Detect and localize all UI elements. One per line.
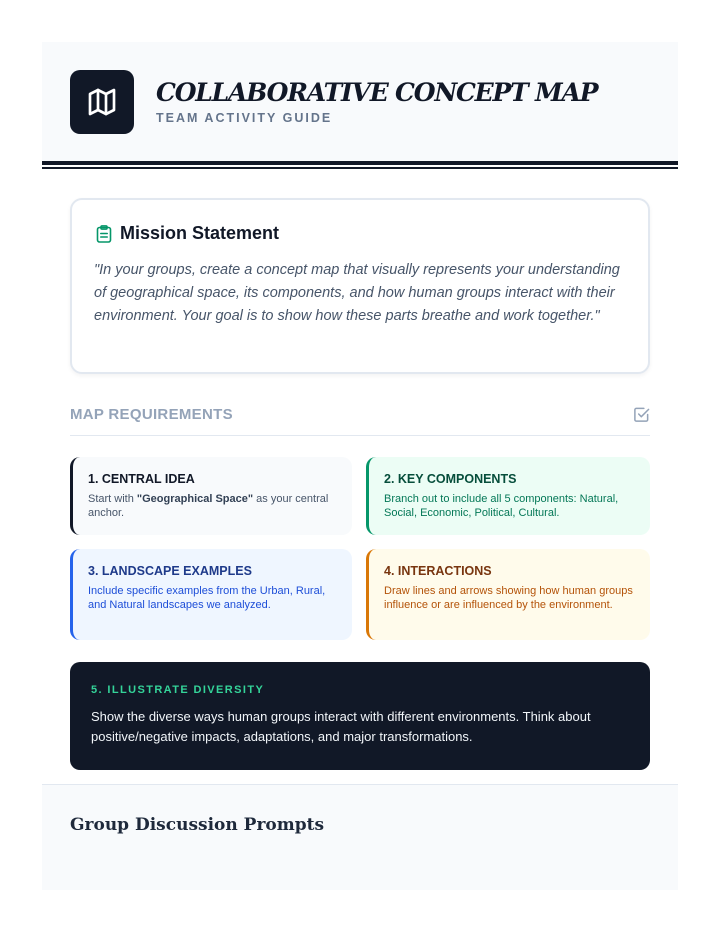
requirement-card-landscape-examples [70,549,352,640]
card-title: 3. LANDSCAPE EXAMPLES [88,564,252,578]
requirements-header [70,404,650,436]
card-title: 1. CENTRAL IDEA [88,472,195,486]
mission-title: Mission Statement [120,223,280,243]
card-title: 2. KEY COMPONENTS [384,472,517,486]
card-body-text: as your central anchor. [88,493,329,519]
card-title: 4. INTERACTIONS [384,564,492,578]
card-title: 5. ILLUSTRATE DIVERSITY [91,684,265,696]
card-body: Show the diverse ways human groups interact with different environments. Think about positive/negative impacts, adaptations, and major transformations. [91,709,591,744]
requirements-title: MAP REQUIREMENTS [70,406,233,423]
card-body-emphasis: "Geographical Space" [136,493,254,505]
card-body [88,492,338,520]
card-body: Branch out to include all 5 components: Natural, Social, Economic, Political, Cultural. [384,493,619,519]
discussion-section [42,784,678,890]
requirement-card-key-components [366,457,650,535]
card-body-text: Start with [88,493,137,505]
requirement-card-illustrate-diversity [70,662,650,770]
header-divider-thin [42,167,678,169]
clipboard-icon [96,225,112,243]
requirement-card-interactions [366,549,650,640]
requirement-card-central-idea [70,457,352,535]
mission-statement-card [70,198,650,374]
logo-tile [70,70,134,134]
header [42,42,678,161]
header-divider-thick [42,161,678,165]
checkbox-icon [633,406,650,423]
card-body: Include specific examples from the Urban, Rural, and Natural landscapes we analyzed. [88,585,326,611]
mission-quote: "In your groups, create a concept map that visually represents your understanding of geographical space, its components, and how human groups interact with their environment. Your goal is to show how these parts breathe and work together." [94,262,620,324]
card-body: Draw lines and arrows showing how human groups influence or are influenced by the environment. [384,585,633,611]
discussion-title: Group Discussion Prompts [70,815,325,835]
map-icon [86,86,118,118]
activity-guide-page [42,42,678,890]
page-subtitle: TEAM ACTIVITY GUIDE [156,111,333,125]
page-title: COLLABORATIVE CONCEPT MAP [156,78,598,107]
